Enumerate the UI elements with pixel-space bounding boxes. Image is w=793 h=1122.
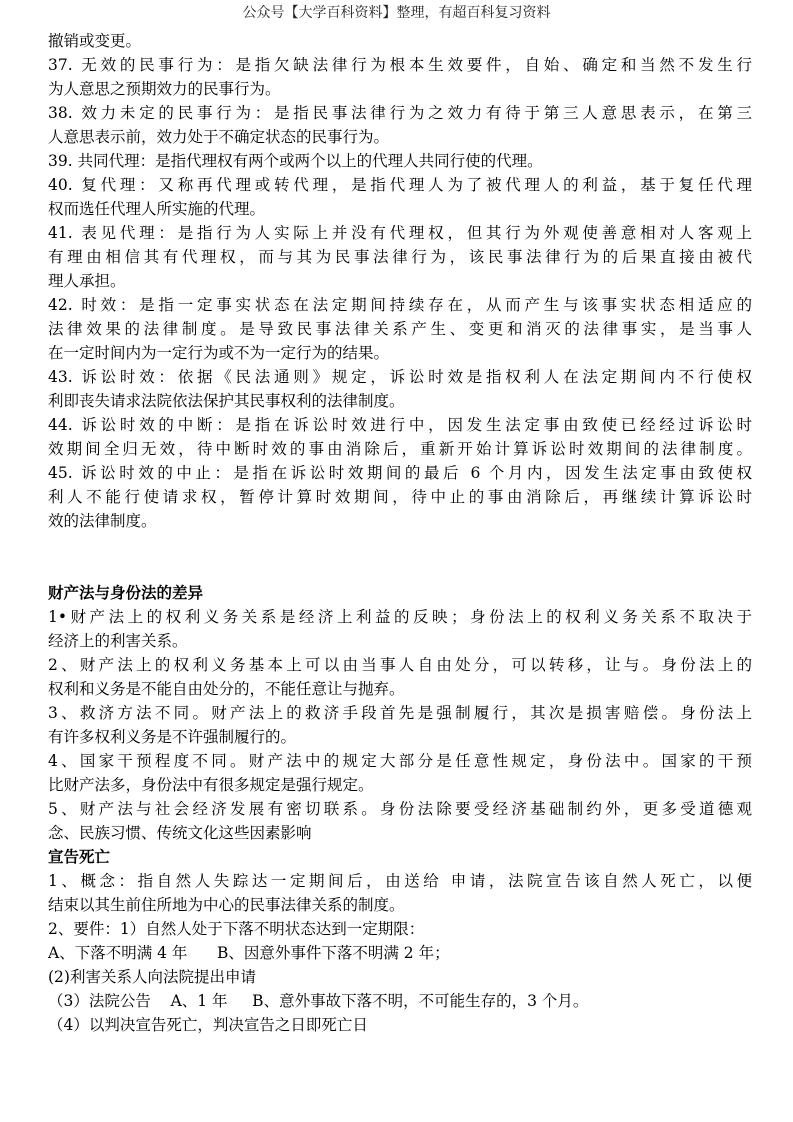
text-line: 理人承担。 [48,272,126,290]
text-line: 39. 共同代理：是指代理权有两个或两个以上的代理人共同行使的代理。 [48,152,543,170]
text-line: 1、概念：指自然人失踪达一定期间后，由送给 申请，法院宣告该自然人死亡，以便 [48,872,752,890]
text-line: 40. 复代理：又称再代理或转代理，是指代理人为了被代理人的利益，基于复任代理 [48,176,752,194]
text-line: 有许多权利义务是不许强制履行的。 [48,728,297,746]
text-line: 45. 诉讼时效的中止：是指在诉讼时效期间的最后 6 个月内，因发生法定事由致使权 [48,464,752,482]
text-line: 37. 无效的民事行为：是指欠缺法律行为根本生效要件，自始、确定和当然不发生行 [48,56,752,74]
text-line: 5、财产法与社会经济发展有密切联系。身份法除要受经济基础制约外，更多受道德观 [48,800,752,818]
text-line: 法律效果的法律制度。是导致民事法律关系产生、变更和消灭的法律事实，是当事人 [48,320,752,338]
difference-point [48,653,752,701]
section-spacer [48,533,752,581]
definition-item-45 [48,461,752,533]
definition-item-39 [48,149,752,173]
text-line: 利即丧失请求法院依法保护其民事权利的法律制度。 [48,392,405,410]
text-line: 经济上的利害关系。 [48,632,188,650]
definition-item-40 [48,173,752,221]
section-heading: 财产法与身份法的差异 [48,584,204,602]
text-line: 有理由相信其有代理权，而与其为民事法律行为，该民事法律行为的后果直接由被代 [48,248,752,266]
text-line: （4）以判决宣告死亡，判决宣告之日即死亡日 [48,1016,368,1034]
text-line: 念、民族习惯、传统文化这些因素影响 [48,824,312,842]
definition-item-38 [48,101,752,149]
text-line: 2、要件：1）自然人处于下落不明状态达到一定期限： [48,920,425,938]
definition-item-43 [48,365,752,413]
text-line: 3、救济方法不同。财产法上的救济手段首先是强制履行，其次是损害赔偿。身份法上 [48,704,752,722]
text-line: A、下落不明满 4 年 B、因意外事件下落不明满 2 年； [48,944,450,962]
text-line: 权利和义务是不能自由处分的，不能任意让与抛弃。 [48,680,405,698]
definition-item-37 [48,53,752,101]
definition-item-44 [48,413,752,461]
document-body [48,29,752,1037]
section-property-vs-status [48,581,752,845]
text-line: 撤销或变更。 [48,32,142,50]
text-line: 结束以其生前住所地为中心的民事法律关系的制度。 [48,896,405,914]
text-line: 为人意思之预期效力的民事行为。 [48,80,281,98]
text-line: 44. 诉讼时效的中断：是指在诉讼时效进行中，因发生法定事由致使已经经过诉讼时 [48,416,752,434]
text-line: 4、国家干预程度不同。财产法中的规定大部分是任意性规定，身份法中。国家的干预 [48,752,752,770]
text-line: 在一定时间内为一定行为或不为一定行为的结果。 [48,344,390,362]
definition-item-41 [48,221,752,293]
difference-point [48,605,752,653]
definition-fragment [48,29,752,53]
text-line: 人意思表示前，效力处于不确定状态的民事行为。 [48,128,390,146]
definition-item-42 [48,293,752,365]
text-line: 38. 效力未定的民事行为：是指民事法律行为之效力有待于第三人意思表示，在第三 [48,104,752,122]
difference-point [48,701,752,749]
text-line: 1•财产法上的权利义务关系是经济上利益的反映；身份法上的权利义务关系不取决于 [48,608,752,626]
difference-point [48,749,752,797]
difference-point [48,797,752,845]
text-line: 利人不能行使请求权，暂停计算时效期间，待中止的事由消除后，再继续计算诉讼时 [48,488,752,506]
text-line: 41. 表见代理：是指行为人实际上并没有代理权，但其行为外观使善意相对人客观上 [48,224,752,242]
section-heading: 宣告死亡 [48,848,111,866]
text-line: 比财产法多，身份法中有很多规定是强行规定。 [48,776,374,794]
text-line: （3）法院公告 A、1 年 B、意外事故下落不明，不可能生存的，3 个月。 [48,992,589,1010]
text-line: 效期间全归无效，待中断时效的事由消除后，重新开始计算诉讼时效期间的法律制度。 [48,440,752,458]
text-line: 2、财产法上的权利义务基本上可以由当事人自由处分，可以转移，让与。身份法上的 [48,656,752,674]
text-line: 42. 时效：是指一定事实状态在法定期间持续存在，从而产生与该事实状态相适应的 [48,296,752,314]
text-line: 权而选任代理人所实施的代理。 [48,200,266,218]
text-line: 效的法律制度。 [48,512,157,530]
page-header: 公众号【大学百科资料】整理，有超百科复习资料 [242,5,551,21]
text-line: 43. 诉讼时效：依据《民法通则》规定，诉讼时效是指权利人在法定期间内不行使权 [48,368,752,386]
section-declaration-of-death [48,845,752,1037]
text-line: (2)利害关系人向法院提出申请 [48,968,256,986]
